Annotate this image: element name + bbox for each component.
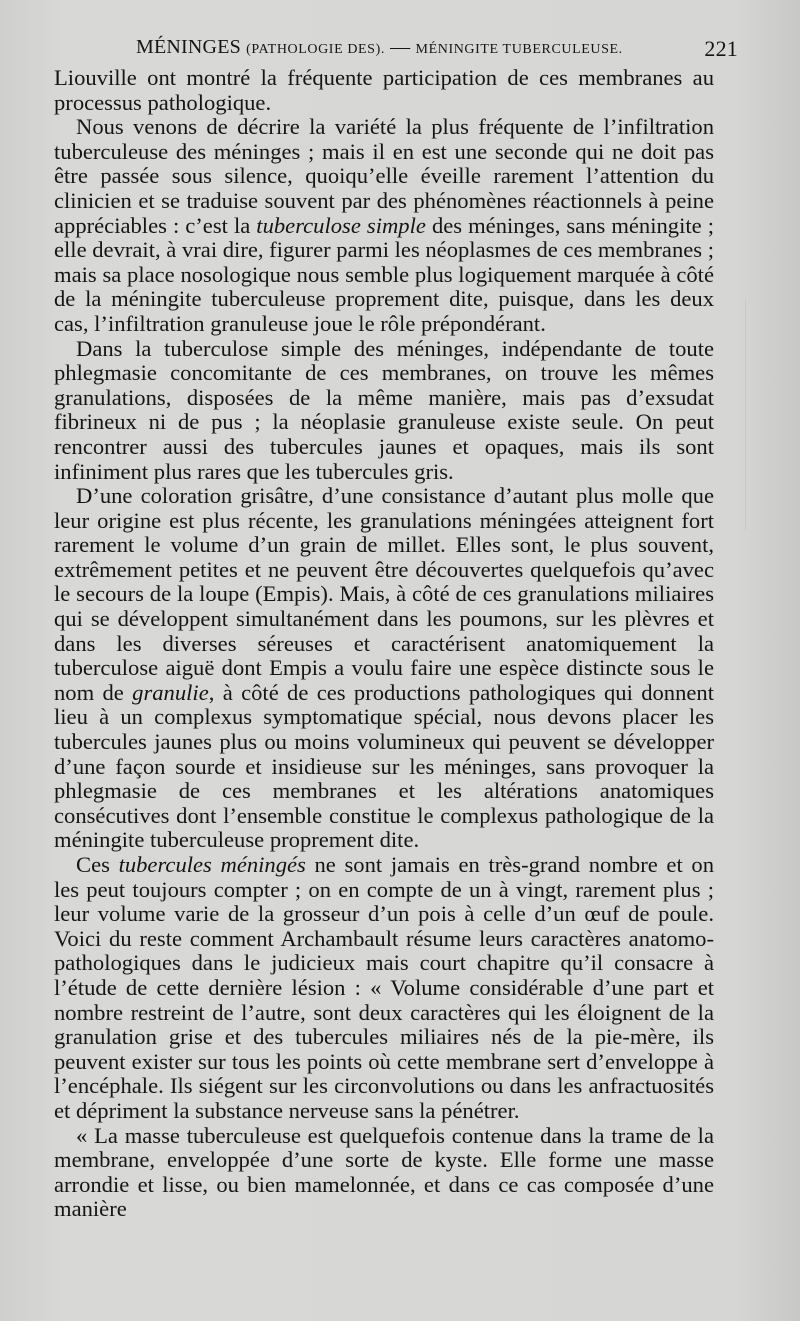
running-title-paren: (PATHOLOGIE DES).	[246, 42, 385, 57]
paragraph-text: « La masse tuberculeuse est quelquefois contenue dans la trame de la membrane, enveloppée d’une sorte de kyste. Elle forme une masse arrondie et lisse, ou bien mamelonnée, et dans ce cas composée d’une manière	[54, 1122, 714, 1222]
running-title	[136, 36, 623, 59]
italic-text: tubercules méningés	[118, 852, 306, 877]
paragraph-text: D’une coloration grisâtre, d’une consistance d’autant plus molle que leur origine est plus récente, les granulations méningées atteignent fort rarement le volume d’un grain de millet. Elles sont, le plus souvent, extrêmement petites et ne peuvent être découvertes quelquefois qu’avec le secours de la loupe (Empis). Mais, à côté de ces granulations miliaires qui se développent simultanément dans les poumons, sur les plèvres et dans les diverses séreuses et caractérisent anatomiquement la tuberculose aiguë dont Empis a voulu faire une espèce distincte sous le nom de	[54, 483, 714, 705]
paragraph-text: des méninges, sans méningite ; elle devrait, à vrai dire, figurer parmi les néoplasmes de ces membranes ; mais sa place nosologique nous semble plus logiquement marquée à côté de la méningite tuberculeuse proprement dite, puisque, dans les deux cas, l’infiltration granuleuse joue le rôle prépondérant.	[54, 212, 714, 336]
italic-text: granulie	[132, 679, 209, 705]
body-text	[54, 66, 714, 1222]
paragraph-text: ne sont jamais en très-grand nombre et on les peut toujours compter ; on en compte de un à vingt, rarement plus ; leur volume varie de la grosseur d’un pois à celle d’un œuf de poule. Voici du reste comment Archambault résume leurs caractères anatomo-pathologiques dans le judicieux mais court chapitre qu’il consacre à l’étude de cette dernière lésion : « Volume considérable d’une part et nombre restreint de l’autre, sont deux caractères qui les éloignent de la granulation grise et des tubercules miliaires nés de la pie-mère, ils peuvent exister sur tous les points où cette membrane sert d’enveloppe à l’encéphale. Ils siégent sur les circonvolutions ou dans les anfractuosités et dépriment la substance nerveuse sans la pénétrer.	[54, 852, 714, 1123]
paragraph-text: Liouville ont montré la fréquente participation de ces membranes au processus pathologique.	[54, 65, 714, 115]
paragraph	[54, 853, 714, 1124]
paragraph-text: , à côté de ces productions pathologiques qui donnent lieu à un complexus symptomatique spécial, nous devons placer les tubercules jaunes plus ou moins volumineux qui peuvent se développer d’une façon sourde et insidieuse sur les méninges, sans provoquer la phlegmasie de ces membranes et les altérations anatomiques consécutives dont l’ensemble constitue le complexus pathologique de la méningite tuberculeuse proprement dite.	[54, 679, 714, 853]
running-title-subtitle: MÉNINGITE TUBERCULEUSE.	[415, 42, 623, 57]
paragraph	[54, 337, 714, 485]
paragraph-text: Ces	[76, 852, 119, 877]
page-number: 221	[704, 36, 738, 61]
running-title-separator: —	[390, 36, 411, 58]
paragraph	[54, 66, 714, 115]
italic-text: tuberculose simple	[256, 212, 426, 238]
paragraph-text: Dans la tuberculose simple des méninges, indépendante de toute phlegmasie concomitante de ces membranes, on trouve les mêmes granulations, disposées de la même manière, mais pas d’exsudat fibrineux ni de pus ; la néoplasie granuleuse existe seule. On peut rencontrer aussi des tubercules jaunes et opaques, mais ils sont infiniment plus rares que les tubercules gris.	[54, 335, 714, 484]
paragraph	[54, 115, 714, 336]
paragraph	[54, 1124, 714, 1222]
paragraph-text: Nous venons de décrire la variété la plus fréquente de l’infiltration tuberculeuse des méninges ; mais il en est une seconde qui ne doit pas être passée sous silence, quoiqu’elle éveille rarement l’attention du clinicien et se traduise souvent par des phénomènes réactionnels à peine appréciables : c’est la	[54, 114, 714, 238]
margin-stain	[745, 300, 800, 530]
running-title-main: MÉNINGES	[136, 36, 241, 58]
paragraph	[54, 484, 714, 853]
running-head	[54, 34, 738, 66]
